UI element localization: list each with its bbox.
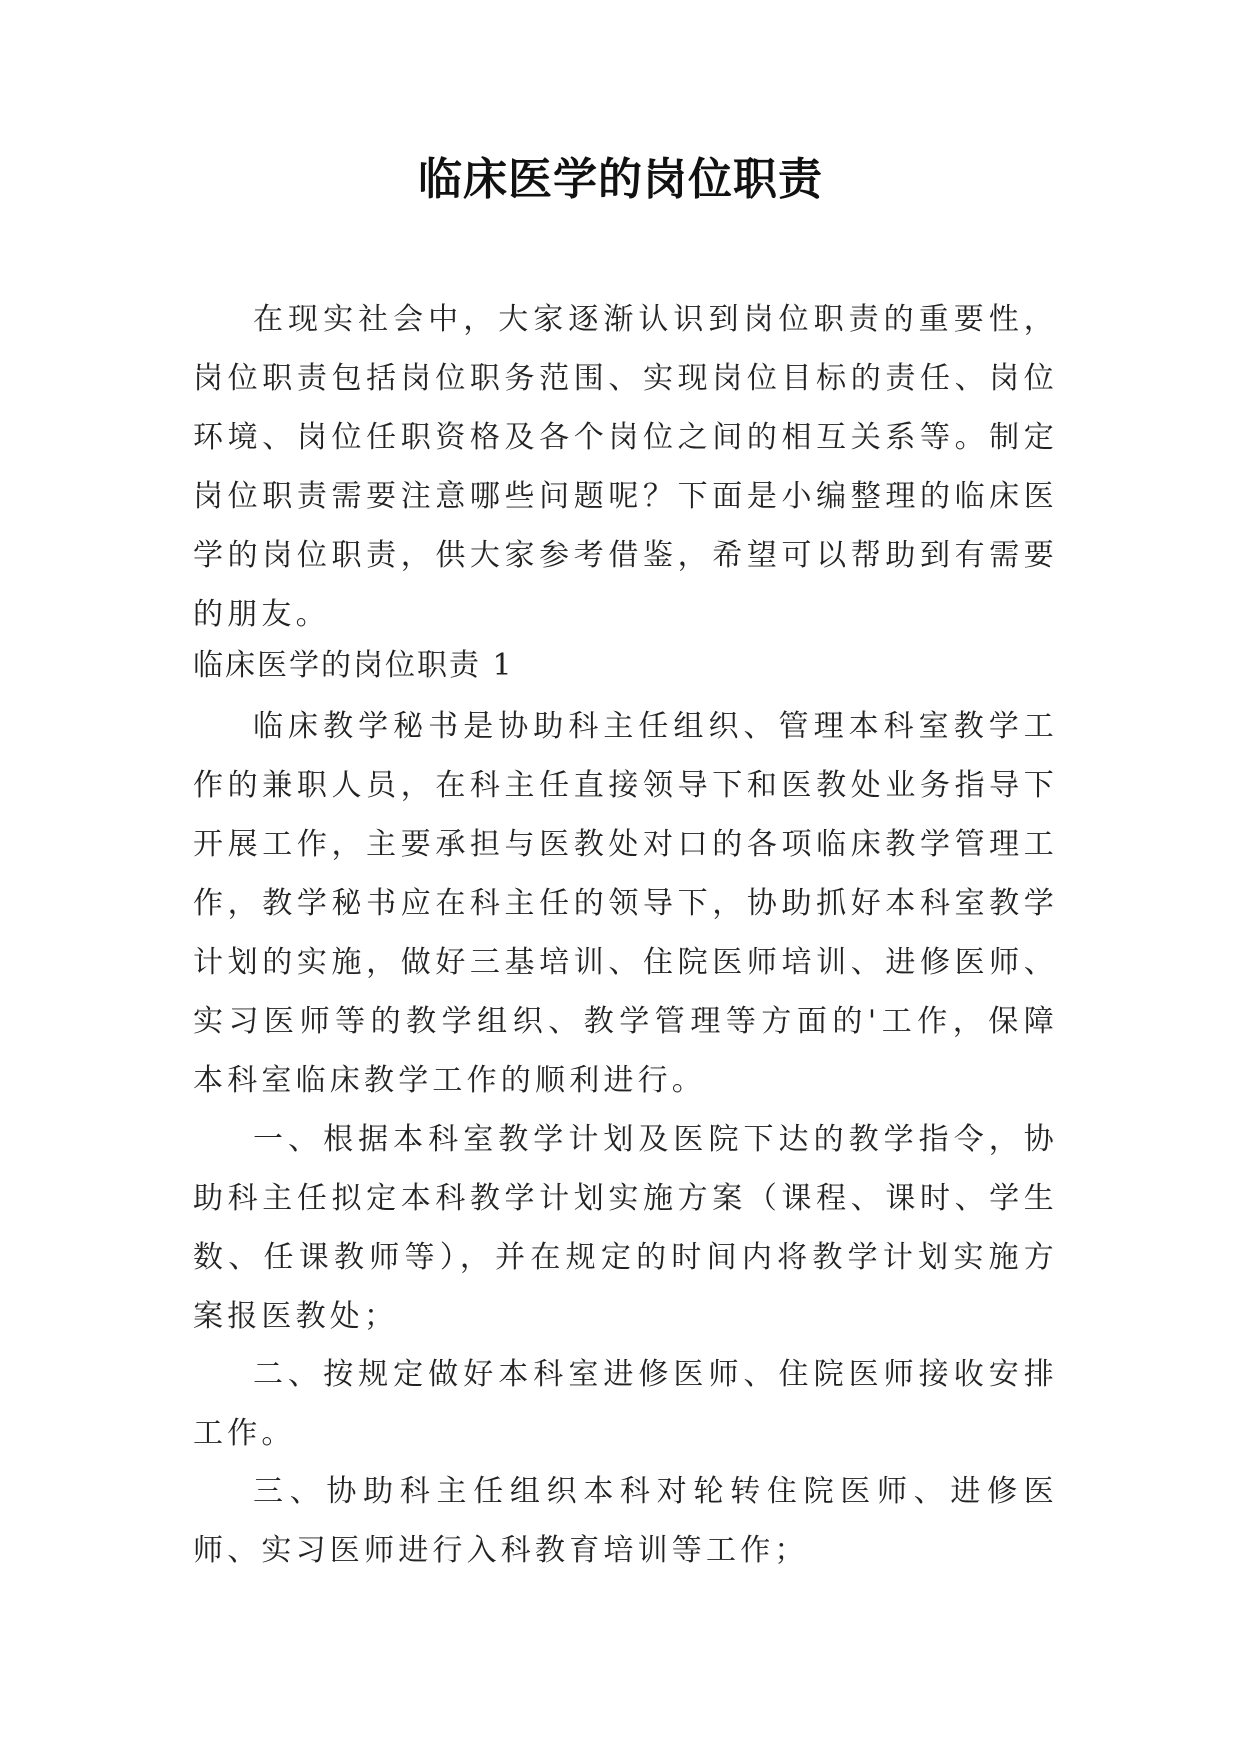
intro-block xyxy=(193,290,1058,644)
paragraph-block-3 xyxy=(193,1345,1058,1463)
paragraph: 临床教学秘书是协助科主任组织、管理本科室教学工作的兼职人员，在科主任直接领导下和医教处业务指导下开展工作，主要承担与医教处对口的各项临床教学管理工作，教学秘书应在科主任的领导下，协助抓好本科室教学计划的实施，做好三基培训、住院医师培训、进修医师、实习医师等的教学组织、教学管理等方面的'工作，保障本科室临床教学工作的顺利进行。 xyxy=(193,709,1058,1098)
paragraph: 二、按规定做好本科室进修医师、住院医师接收安排工作。 xyxy=(193,1357,1058,1451)
paragraph-block-2 xyxy=(193,1110,1058,1346)
document-title: 临床医学的岗位职责 xyxy=(418,154,823,205)
paragraph-block-1 xyxy=(193,697,1058,1110)
paragraph: 一、根据本科室教学计划及医院下达的教学指令，协助科主任拟定本科教学计划实施方案（课程、课时、学生数、任课教师等），并在规定的时间内将教学计划实施方案报医教处； xyxy=(193,1122,1058,1334)
paragraph-block-4 xyxy=(193,1462,1058,1580)
section-heading: 临床医学的岗位职责 1 xyxy=(193,648,514,683)
intro-paragraph: 在现实社会中，大家逐渐认识到岗位职责的重要性，岗位职责包括岗位职务范围、实现岗位目标的责任、岗位环境、岗位任职资格及各个岗位之间的相互关系等。制定岗位职责需要注意哪些问题呢？下面是小编整理的临床医学的岗位职责，供大家参考借鉴，希望可以帮助到有需要的朋友。 xyxy=(193,302,1058,632)
paragraph: 三、协助科主任组织本科对轮转住院医师、进修医师、实习医师进行入科教育培训等工作； xyxy=(193,1474,1058,1568)
